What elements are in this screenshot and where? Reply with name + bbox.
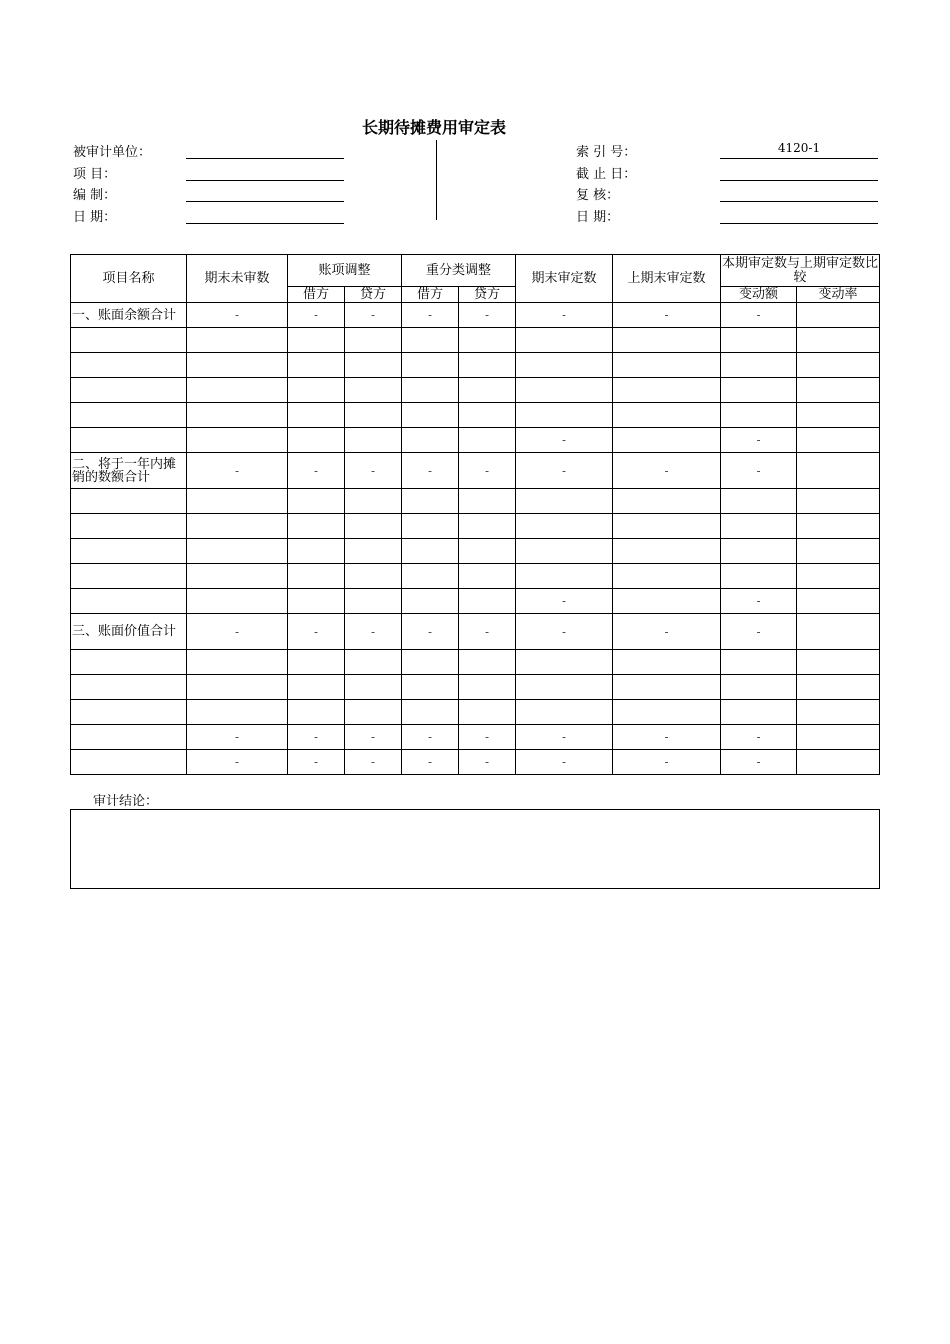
table-cell[interactable] [187, 564, 288, 589]
table-cell[interactable] [345, 514, 402, 539]
table-cell[interactable]: - [613, 614, 721, 650]
row-item-name[interactable] [71, 700, 187, 725]
row-item-name[interactable]: 一、账面余额合计 [71, 303, 187, 328]
table-cell[interactable] [345, 403, 402, 428]
table-cell[interactable] [345, 489, 402, 514]
table-cell[interactable] [187, 489, 288, 514]
table-cell[interactable] [288, 403, 345, 428]
conclusion-label: 审计结论： [93, 794, 159, 809]
table-cell[interactable] [345, 428, 402, 453]
row-item-name[interactable] [71, 403, 187, 428]
table-cell[interactable] [797, 589, 880, 614]
col-audited: 期末审定数 [516, 255, 613, 303]
row-item-name[interactable] [71, 489, 187, 514]
table-cell[interactable] [459, 489, 516, 514]
table-cell[interactable]: - [721, 750, 797, 775]
table-cell[interactable] [402, 489, 459, 514]
table-cell[interactable] [345, 564, 402, 589]
table-cell[interactable]: - [402, 303, 459, 328]
table-row [71, 453, 880, 489]
header_right-label: 截 止 日： [576, 167, 637, 182]
table-row [71, 750, 880, 775]
table-cell[interactable] [721, 539, 797, 564]
table-cell[interactable] [613, 403, 721, 428]
table-cell[interactable] [613, 700, 721, 725]
header_left-label: 编 制： [73, 188, 117, 203]
table-cell[interactable] [402, 650, 459, 675]
table-cell[interactable] [613, 353, 721, 378]
header-divider [436, 140, 437, 220]
table-cell[interactable]: - [288, 453, 345, 489]
table-cell[interactable] [402, 700, 459, 725]
table-cell[interactable]: - [516, 589, 613, 614]
row-item-name[interactable] [71, 353, 187, 378]
table-cell[interactable]: - [345, 303, 402, 328]
table-cell[interactable] [797, 514, 880, 539]
col-unaudited: 期末未审数 [187, 255, 288, 303]
table-cell[interactable] [187, 514, 288, 539]
header_left-label: 日 期： [73, 210, 117, 225]
table-cell[interactable] [721, 353, 797, 378]
header_right-label: 日 期： [576, 210, 620, 225]
header_right-value[interactable]: 4120-1 [777, 141, 821, 155]
table-row [71, 700, 880, 725]
table-cell[interactable] [345, 328, 402, 353]
table-cell[interactable]: - [459, 725, 516, 750]
table-cell[interactable] [288, 700, 345, 725]
header_right-field-line[interactable] [720, 223, 878, 224]
table-cell[interactable]: - [516, 303, 613, 328]
table-row [71, 564, 880, 589]
table-cell[interactable] [721, 489, 797, 514]
table-cell[interactable] [345, 539, 402, 564]
col-item-name: 项目名称 [71, 255, 187, 303]
table-cell[interactable] [345, 589, 402, 614]
conclusion-box[interactable] [70, 809, 880, 889]
table-cell[interactable]: - [402, 614, 459, 650]
table-row [71, 489, 880, 514]
table-cell[interactable] [459, 514, 516, 539]
table-cell[interactable] [402, 403, 459, 428]
table-cell[interactable] [288, 378, 345, 403]
table-cell[interactable] [288, 539, 345, 564]
table-cell[interactable] [613, 650, 721, 675]
row-item-name[interactable] [71, 564, 187, 589]
col-change-rate: 变动率 [797, 287, 880, 303]
table-cell[interactable] [797, 564, 880, 589]
table-row [71, 328, 880, 353]
row-item-name[interactable] [71, 514, 187, 539]
table-cell[interactable]: - [721, 303, 797, 328]
table-cell[interactable] [613, 539, 721, 564]
table-cell[interactable] [288, 328, 345, 353]
table-cell[interactable]: - [516, 725, 613, 750]
table-cell[interactable]: - [516, 750, 613, 775]
table-cell[interactable]: - [613, 750, 721, 775]
table-row [71, 303, 880, 328]
table-cell[interactable] [345, 378, 402, 403]
table-cell[interactable]: - [345, 614, 402, 650]
table-cell[interactable] [345, 675, 402, 700]
table-cell[interactable] [613, 675, 721, 700]
table-cell[interactable] [516, 675, 613, 700]
table-cell[interactable]: - [516, 614, 613, 650]
table-cell[interactable] [288, 514, 345, 539]
table-cell[interactable] [516, 539, 613, 564]
table-cell[interactable] [797, 675, 880, 700]
row-item-name[interactable] [71, 539, 187, 564]
table-cell[interactable]: - [187, 614, 288, 650]
table-cell[interactable] [516, 489, 613, 514]
table-cell[interactable] [516, 650, 613, 675]
table-cell[interactable] [288, 675, 345, 700]
table-cell[interactable]: - [721, 453, 797, 489]
header_right-label: 复 核： [576, 188, 620, 203]
table-cell[interactable] [402, 328, 459, 353]
table-cell[interactable]: - [516, 453, 613, 489]
table-row [71, 614, 880, 650]
table-row [71, 353, 880, 378]
header_right-label: 索 引 号： [576, 145, 637, 160]
table-row [71, 589, 880, 614]
col-change-amount: 变动额 [721, 287, 797, 303]
table-cell[interactable] [288, 489, 345, 514]
table-cell[interactable] [797, 539, 880, 564]
table-cell[interactable]: - [187, 303, 288, 328]
table-cell[interactable] [516, 514, 613, 539]
table-cell[interactable] [187, 589, 288, 614]
table-cell[interactable] [402, 514, 459, 539]
table-cell[interactable] [288, 564, 345, 589]
table-cell[interactable] [459, 650, 516, 675]
table-cell[interactable] [402, 564, 459, 589]
table-cell[interactable]: - [187, 453, 288, 489]
table-cell[interactable] [402, 353, 459, 378]
table-cell[interactable] [459, 675, 516, 700]
table-cell[interactable] [516, 403, 613, 428]
table-cell[interactable] [187, 353, 288, 378]
table-cell[interactable] [797, 489, 880, 514]
table-cell[interactable] [187, 675, 288, 700]
row-item-name[interactable] [71, 378, 187, 403]
table-cell[interactable] [516, 378, 613, 403]
table-cell[interactable]: - [288, 725, 345, 750]
table-cell[interactable]: - [288, 614, 345, 650]
header_left-field-line[interactable] [186, 201, 344, 202]
row-item-name[interactable] [71, 589, 187, 614]
page-title: 长期待摊费用审定表 [361, 118, 506, 137]
table-cell[interactable] [459, 403, 516, 428]
table-cell[interactable] [516, 328, 613, 353]
table-cell[interactable] [797, 328, 880, 353]
header_right-field-line[interactable] [720, 180, 878, 181]
header_left-field-line[interactable] [186, 158, 344, 159]
table-cell[interactable] [516, 564, 613, 589]
table-cell[interactable]: - [288, 303, 345, 328]
table-cell[interactable]: - [613, 453, 721, 489]
table-cell[interactable] [797, 453, 880, 489]
table-cell[interactable] [402, 589, 459, 614]
table-cell[interactable] [797, 700, 880, 725]
table-cell[interactable]: - [516, 428, 613, 453]
row-item-name[interactable] [71, 750, 187, 775]
table-row [71, 378, 880, 403]
table-cell[interactable] [459, 328, 516, 353]
table-cell[interactable] [613, 489, 721, 514]
table-cell[interactable]: - [187, 750, 288, 775]
table-cell[interactable] [721, 675, 797, 700]
table-cell[interactable]: - [459, 750, 516, 775]
table-cell[interactable]: - [721, 614, 797, 650]
col-account-adjust: 账项调整 [288, 255, 402, 287]
table-cell[interactable] [613, 428, 721, 453]
table-row [71, 725, 880, 750]
table-cell[interactable] [721, 514, 797, 539]
table-cell[interactable] [459, 353, 516, 378]
table-cell[interactable] [187, 328, 288, 353]
table-cell[interactable] [797, 725, 880, 750]
table-cell[interactable] [613, 378, 721, 403]
table-cell[interactable] [516, 353, 613, 378]
table-cell[interactable] [187, 700, 288, 725]
row-item-name[interactable] [71, 650, 187, 675]
table-cell[interactable] [721, 378, 797, 403]
row-item-name[interactable] [71, 725, 187, 750]
table-cell[interactable]: - [402, 453, 459, 489]
table-cell[interactable] [187, 378, 288, 403]
table-cell[interactable]: - [721, 428, 797, 453]
table-cell[interactable] [187, 539, 288, 564]
table-cell[interactable] [797, 353, 880, 378]
table-cell[interactable] [288, 428, 345, 453]
table-cell[interactable] [459, 539, 516, 564]
table-cell[interactable]: - [721, 725, 797, 750]
table-cell[interactable] [288, 650, 345, 675]
table-cell[interactable] [459, 378, 516, 403]
audit-table [70, 254, 880, 775]
table-cell[interactable] [459, 564, 516, 589]
col-credit: 贷方 [345, 287, 402, 303]
table-cell[interactable] [187, 650, 288, 675]
table-cell[interactable] [459, 428, 516, 453]
table-cell[interactable] [797, 378, 880, 403]
row-item-name[interactable] [71, 328, 187, 353]
table-cell[interactable]: - [459, 453, 516, 489]
header_right-field-line[interactable] [720, 158, 878, 159]
table-cell[interactable] [402, 675, 459, 700]
table-cell[interactable]: - [459, 614, 516, 650]
table-cell[interactable] [721, 403, 797, 428]
col-prior-audited: 上期末审定数 [613, 255, 721, 303]
table-cell[interactable]: - [613, 725, 721, 750]
table-cell[interactable] [288, 589, 345, 614]
table-cell[interactable] [613, 564, 721, 589]
table-cell[interactable] [721, 700, 797, 725]
col-credit-reclass: 贷方 [459, 287, 516, 303]
table-cell[interactable] [797, 403, 880, 428]
header_left-field-line[interactable] [186, 223, 344, 224]
table-row [71, 650, 880, 675]
header_left-field-line[interactable] [186, 180, 344, 181]
table-cell[interactable] [345, 353, 402, 378]
table-cell[interactable] [187, 403, 288, 428]
table-cell[interactable]: - [613, 303, 721, 328]
table-cell[interactable]: - [345, 750, 402, 775]
table-cell[interactable] [797, 750, 880, 775]
table-row [71, 539, 880, 564]
table-cell[interactable]: - [187, 725, 288, 750]
table-cell[interactable]: - [345, 453, 402, 489]
table-cell[interactable]: - [345, 725, 402, 750]
table-cell[interactable] [613, 589, 721, 614]
table-cell[interactable] [721, 564, 797, 589]
col-debit: 借方 [288, 287, 345, 303]
table-cell[interactable] [797, 303, 880, 328]
table-row [71, 428, 880, 453]
table-row [71, 514, 880, 539]
table-cell[interactable] [402, 378, 459, 403]
table-cell[interactable] [613, 514, 721, 539]
table-cell[interactable]: - [721, 589, 797, 614]
row-item-name[interactable]: 三、账面价值合计 [71, 614, 187, 650]
table-cell[interactable] [721, 650, 797, 675]
row-item-name[interactable] [71, 675, 187, 700]
table-cell[interactable]: - [288, 750, 345, 775]
table-cell[interactable] [516, 700, 613, 725]
table-cell[interactable] [721, 328, 797, 353]
table-cell[interactable]: - [459, 303, 516, 328]
table-row [71, 403, 880, 428]
table-cell[interactable] [797, 614, 880, 650]
table-cell[interactable] [613, 328, 721, 353]
col-reclass-adjust: 重分类调整 [402, 255, 516, 287]
header_right-field-line[interactable] [720, 201, 878, 202]
table-row [71, 675, 880, 700]
table-cell[interactable] [187, 428, 288, 453]
col-debit-reclass: 借方 [402, 287, 459, 303]
table-cell[interactable] [402, 539, 459, 564]
table-cell[interactable] [459, 589, 516, 614]
table-cell[interactable]: - [402, 725, 459, 750]
table-cell[interactable] [345, 650, 402, 675]
table-cell[interactable]: - [402, 750, 459, 775]
table-cell[interactable] [459, 700, 516, 725]
table-cell[interactable] [797, 650, 880, 675]
header_left-label: 项 目： [73, 167, 117, 182]
table-cell[interactable] [345, 700, 402, 725]
table-cell[interactable] [797, 428, 880, 453]
table-cell[interactable] [402, 428, 459, 453]
col-comparison: 本期审定数与上期审定数比较 [722, 255, 879, 285]
header_left-label: 被审计单位： [73, 145, 152, 160]
row-item-name[interactable]: 二、将于一年内摊销的数额合计 [71, 453, 187, 489]
table-cell[interactable] [288, 353, 345, 378]
row-item-name[interactable] [71, 428, 187, 453]
